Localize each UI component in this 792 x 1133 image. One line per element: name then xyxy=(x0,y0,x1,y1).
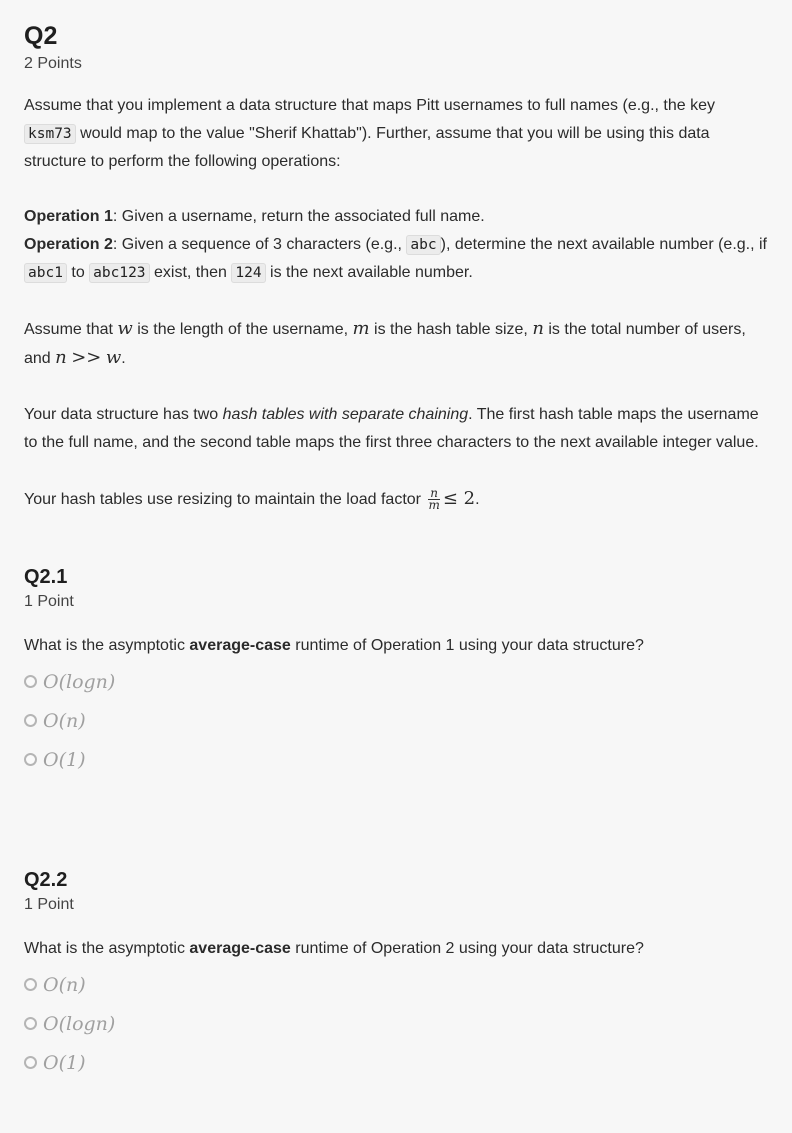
math-n-2: n xyxy=(55,347,67,368)
intro-text-2: would map to the value "Sherif Khattab"). Further, assume that you will be using this data structure to perform the following operations: xyxy=(24,125,710,170)
answer-option-ologn[interactable] xyxy=(24,1004,768,1043)
operation-2-text-2: ), determine the next available number (e.g., if xyxy=(440,236,767,253)
structure-text: Your data structure has two xyxy=(24,406,223,423)
option-label: O(n) xyxy=(43,973,86,996)
subquestion-prompt xyxy=(24,632,768,660)
option-label: O(1) xyxy=(43,748,86,771)
resize-text-2: . xyxy=(475,491,480,508)
operation-2-label: Operation 2 xyxy=(24,236,113,253)
question-points: 2 Points xyxy=(24,55,82,72)
radio-button[interactable] xyxy=(24,1017,37,1030)
answer-option-o1[interactable] xyxy=(24,740,768,779)
operation-1-text: : Given a username, return the associated full name. xyxy=(112,208,485,225)
assume-text-5: . xyxy=(121,350,126,367)
option-label: O(1) xyxy=(43,1051,86,1074)
prompt-bold: average-case xyxy=(189,637,291,654)
load-factor-fraction xyxy=(428,488,439,511)
operation-2-text-4: exist, then xyxy=(149,264,232,281)
subquestion-title: Q2.2 xyxy=(24,869,68,891)
prompt-text: What is the asymptotic xyxy=(24,940,190,957)
math-w-2: w xyxy=(105,347,122,368)
code-abc123: abc123 xyxy=(89,263,149,283)
assume-text-2: is the length of the username, xyxy=(132,321,353,338)
subquestion-prompt xyxy=(24,935,768,963)
code-abc1: abc1 xyxy=(24,263,67,283)
fraction-numerator: n xyxy=(430,486,438,501)
operation-2-text-5: is the next available number. xyxy=(265,264,473,281)
question-title: Q2 xyxy=(24,22,58,50)
option-label: O(logn) xyxy=(43,1012,116,1035)
intro-text: Assume that you implement a data structure that maps Pitt usernames to full names (e.g., the key xyxy=(24,97,715,114)
answer-option-on[interactable] xyxy=(24,965,768,1004)
operation-1-label: Operation 1 xyxy=(24,208,113,225)
answer-option-ologn[interactable] xyxy=(24,662,768,701)
structure-emphasis: hash tables with separate chaining xyxy=(222,406,469,423)
code-abc: abc xyxy=(406,235,440,255)
assume-text-3: is the hash table size, xyxy=(369,321,533,338)
math-n: n xyxy=(532,318,544,339)
assume-text: Assume that xyxy=(24,321,118,338)
fraction-denominator: m xyxy=(428,498,440,513)
option-label: O(n) xyxy=(43,709,86,732)
prompt-text: What is the asymptotic xyxy=(24,637,190,654)
assumptions-paragraph xyxy=(24,315,768,373)
operation-2 xyxy=(24,231,768,287)
subquestion-points: 1 Point xyxy=(24,896,74,913)
structure-text-2: . The first hash table maps the username to the full name, and the second table maps the first three characters to the next available integer value. xyxy=(24,406,759,451)
radio-button[interactable] xyxy=(24,1056,37,1069)
prompt-bold: average-case xyxy=(189,940,291,957)
resize-text: Your hash tables use resizing to maintain the load factor xyxy=(24,491,426,508)
resize-paragraph xyxy=(24,485,768,514)
intro-paragraph xyxy=(24,92,768,176)
assume-text-4: is the total number of users, and xyxy=(24,321,746,367)
prompt-text-2: runtime of Operation 1 using your data structure? xyxy=(290,637,644,654)
radio-button[interactable] xyxy=(24,675,37,688)
operation-1 xyxy=(24,203,768,231)
answer-option-on[interactable] xyxy=(24,701,768,740)
radio-button[interactable] xyxy=(24,753,37,766)
subquestion-title: Q2.1 xyxy=(24,566,68,588)
code-124: 124 xyxy=(231,263,265,283)
radio-button[interactable] xyxy=(24,714,37,727)
subquestion-points: 1 Point xyxy=(24,593,74,610)
code-ksm73: ksm73 xyxy=(24,124,76,144)
option-label: O(logn) xyxy=(43,670,116,693)
radio-button[interactable] xyxy=(24,978,37,991)
prompt-text-2: runtime of Operation 2 using your data structure? xyxy=(290,940,644,957)
math-m: m xyxy=(352,318,370,339)
operation-2-text: : Given a sequence of 3 characters (e.g., xyxy=(112,236,407,253)
answer-option-o1[interactable] xyxy=(24,1043,768,1082)
math-w: w xyxy=(117,318,133,339)
math-much-greater: >> xyxy=(71,347,102,368)
operation-2-text-3: to xyxy=(66,264,90,281)
structure-paragraph xyxy=(24,401,768,457)
math-le-2: ≤ 2 xyxy=(442,488,476,509)
